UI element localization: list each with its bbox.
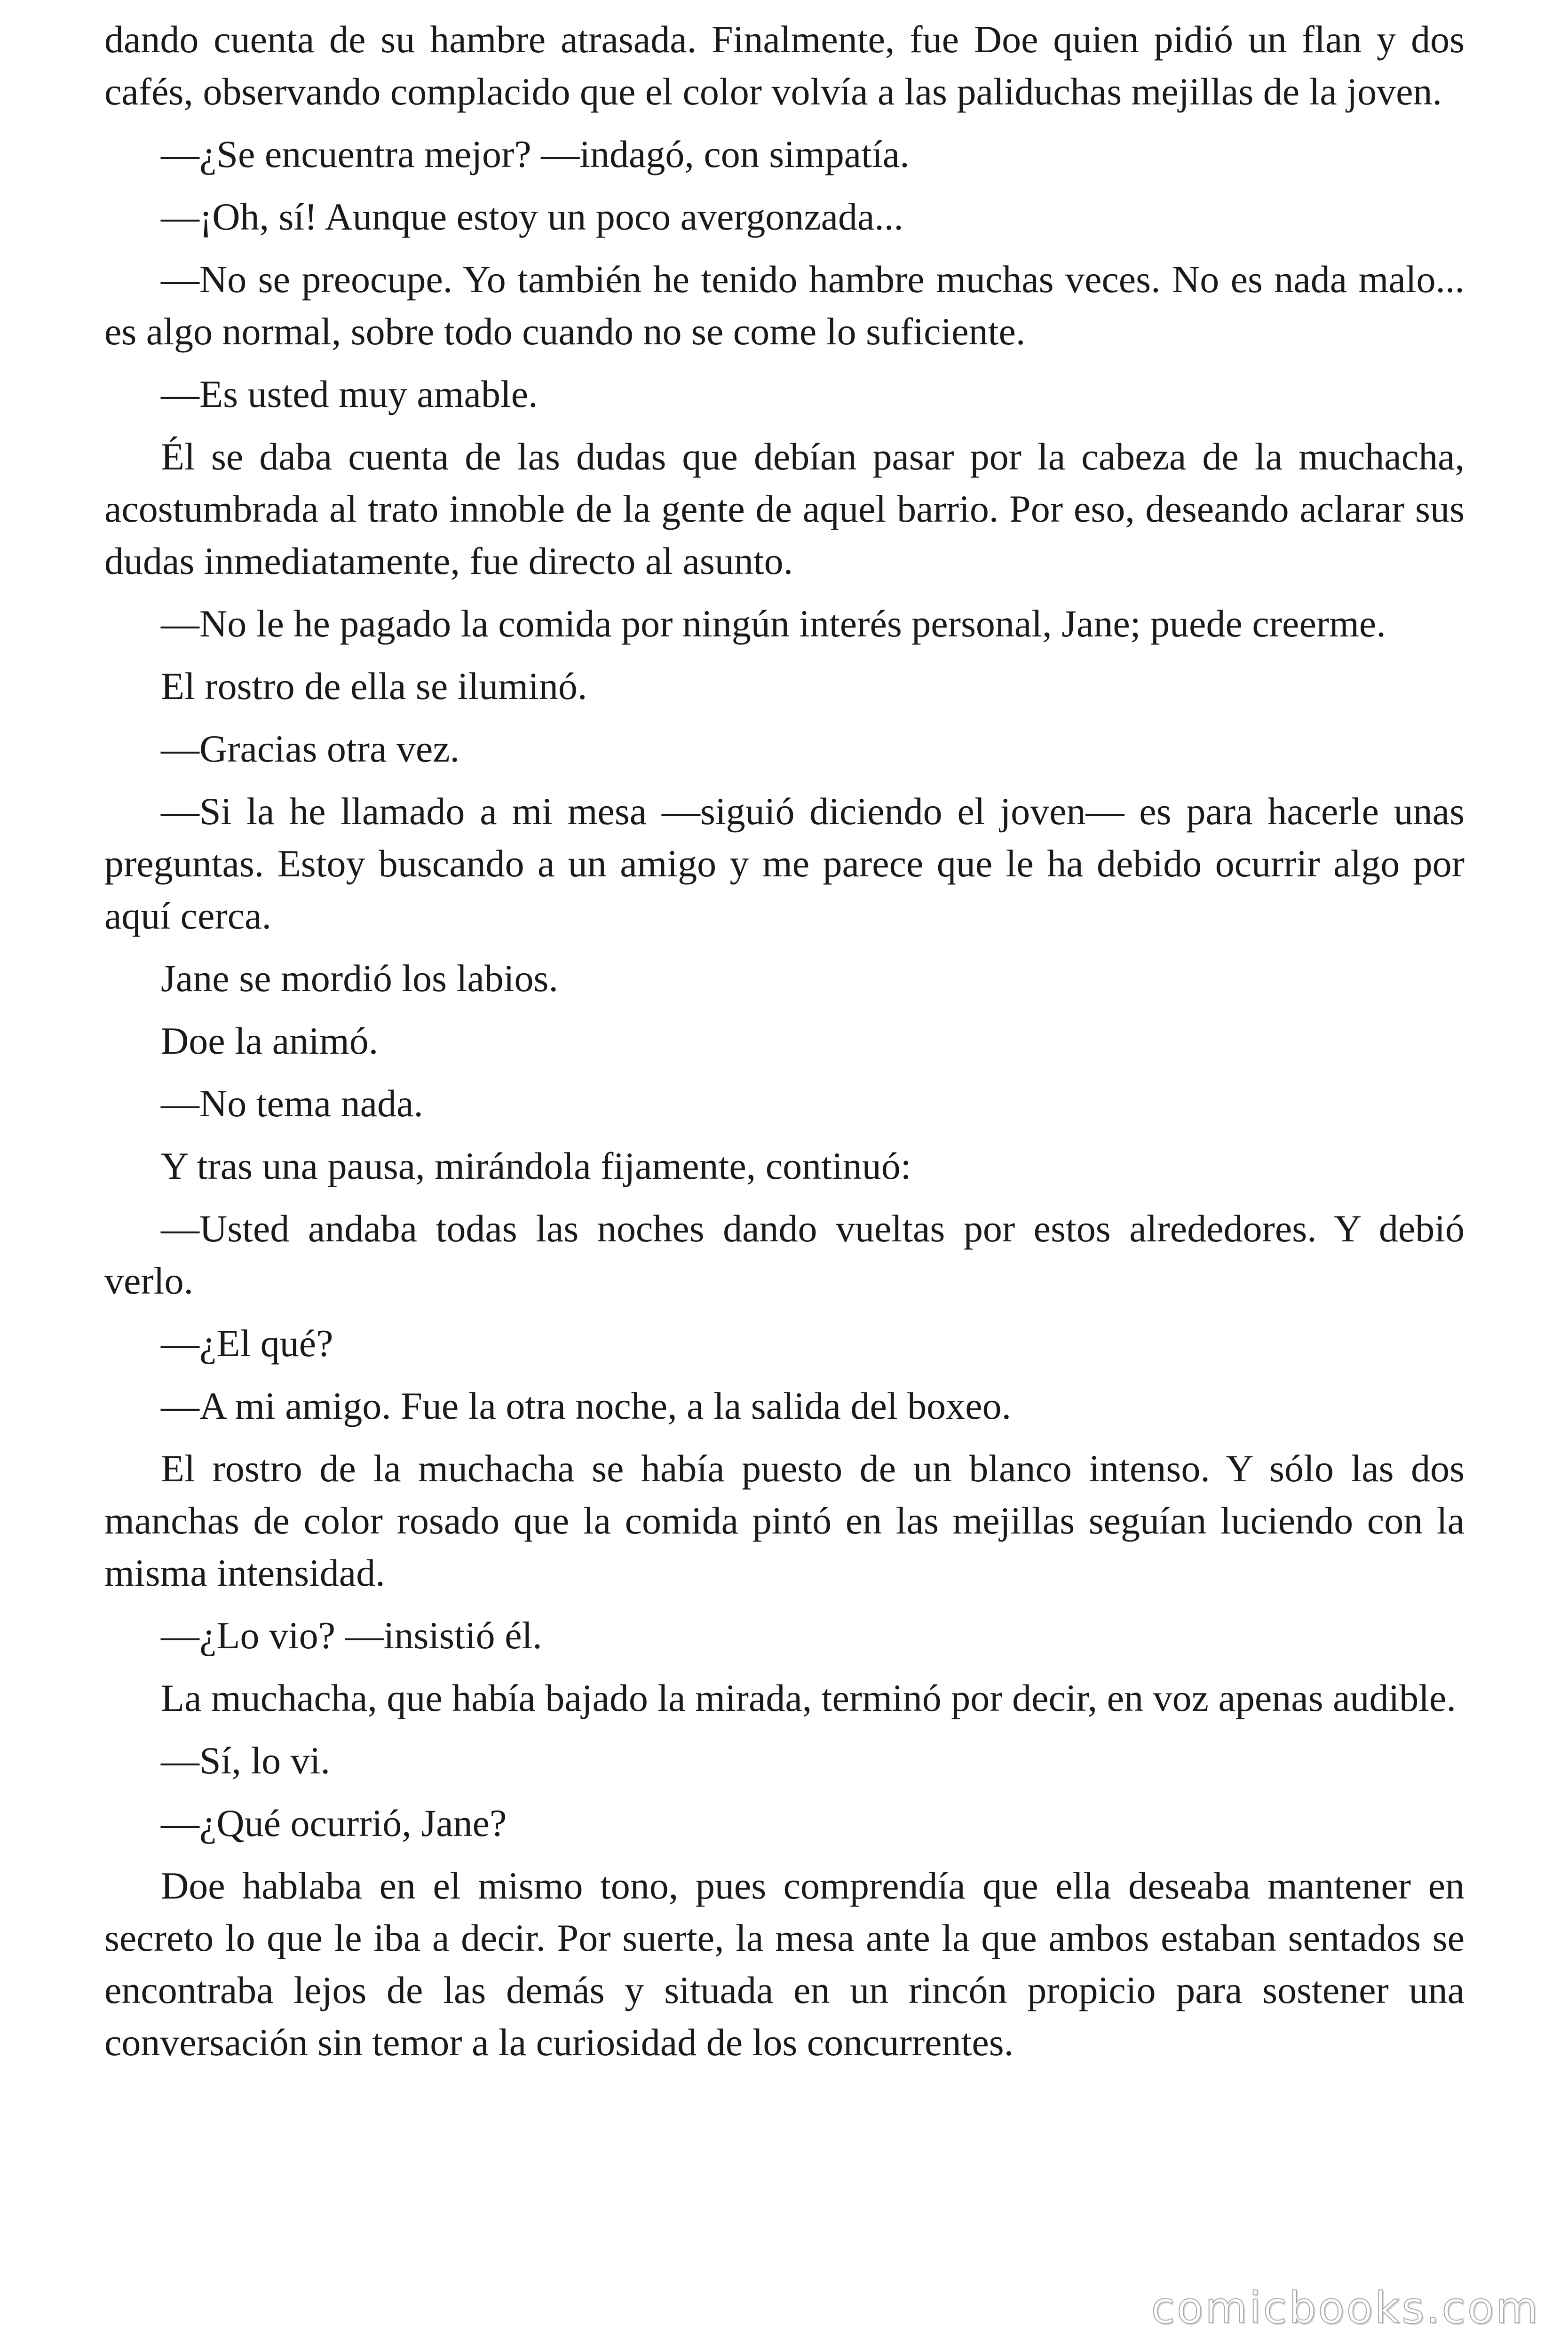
paragraph: —Sí, lo vi. bbox=[161, 1739, 330, 1782]
paragraph: —¿Qué ocurrió, Jane? bbox=[161, 1802, 507, 1844]
paragraph: —Gracias otra vez. bbox=[161, 727, 460, 770]
paragraph: —¡Oh, sí! Aunque estoy un poco avergonzada... bbox=[161, 195, 903, 238]
watermark: comicbooks.com bbox=[1151, 2283, 1540, 2333]
paragraph: —¿El qué? bbox=[161, 1322, 333, 1365]
paragraph: —¿Lo vio? —insistió él. bbox=[161, 1614, 542, 1657]
paragraph: Él se daba cuenta de las dudas que debían pasar por la cabeza de la muchacha, acostumbrada al trato innoble de la gente de aquel barrio. Por eso, deseando aclarar sus dudas inmediatamente, fue directo al asunto. bbox=[104, 435, 1465, 582]
paragraph: —No tema nada. bbox=[161, 1082, 423, 1125]
paragraph: Doe hablaba en el mismo tono, pues comprendía que ella deseaba mantener en secreto lo que le iba a decir. Por suerte, la mesa ante la que ambos estaban sentados se encontraba lejos de las demás y situada en un rincón propicio para sostener una conversación sin temor a la curiosidad de los concurrentes. bbox=[104, 1864, 1465, 2064]
paragraph: —Es usted muy amable. bbox=[161, 373, 538, 415]
paragraph: La muchacha, que había bajado la mirada, terminó por decir, en voz apenas audible. bbox=[161, 1677, 1456, 1719]
paragraph: El rostro de la muchacha se había puesto de un blanco intenso. Y sólo las dos manchas de color rosado que la comida pintó en las mejillas seguían luciendo con la misma intensidad. bbox=[104, 1447, 1465, 1594]
paragraph: —No se preocupe. Yo también he tenido hambre muchas veces. No es nada malo... es algo normal, sobre todo cuando no se come lo suficiente. bbox=[104, 258, 1465, 353]
paragraph: Y tras una pausa, mirándola fijamente, continuó: bbox=[161, 1144, 911, 1187]
paragraph: —¿Se encuentra mejor? —indagó, con simpatía. bbox=[161, 133, 910, 175]
paragraph: Jane se mordió los labios. bbox=[161, 957, 558, 1000]
paragraph: —A mi amigo. Fue la otra noche, a la salida del boxeo. bbox=[161, 1384, 1012, 1427]
paragraph: Doe la animó. bbox=[161, 1019, 379, 1062]
paragraph: El rostro de ella se iluminó. bbox=[161, 665, 587, 707]
paragraph: —Usted andaba todas las noches dando vueltas por estos alrededores. Y debió verlo. bbox=[104, 1207, 1465, 1302]
paragraph: —No le he pagado la comida por ningún interés personal, Jane; puede creerme. bbox=[161, 602, 1386, 645]
paragraph: —Si la he llamado a mi mesa —siguió diciendo el joven— es para hacerle unas preguntas. Estoy buscando a un amigo y me parece que le ha debido ocurrir algo por aquí cerca. bbox=[104, 790, 1465, 937]
paragraph: dando cuenta de su hambre atrasada. Finalmente, fue Doe quien pidió un flan y dos cafés, observando complacido que el color volvía a las paliduchas mejillas de la joven. bbox=[104, 18, 1465, 113]
page-text bbox=[104, 13, 1465, 2079]
